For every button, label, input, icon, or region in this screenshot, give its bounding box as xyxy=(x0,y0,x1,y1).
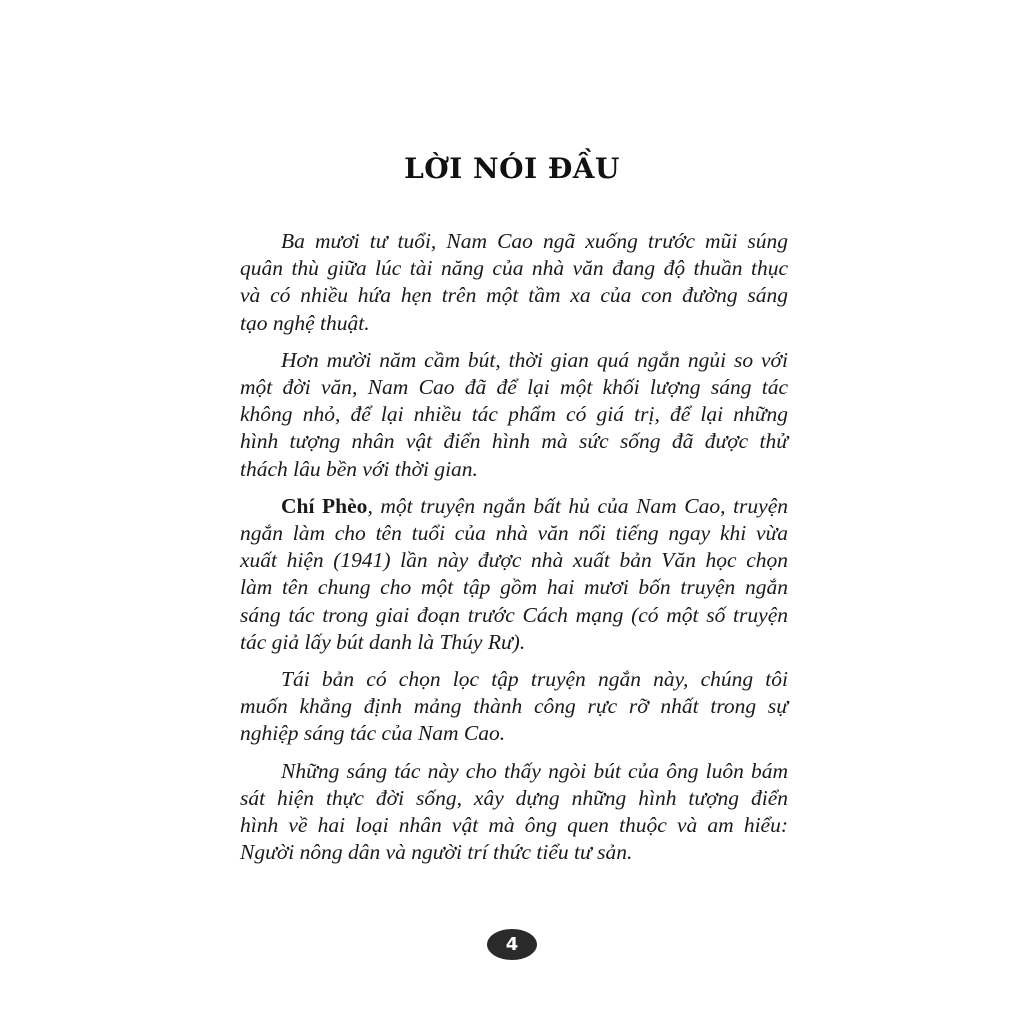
text-line xyxy=(240,493,788,520)
text-line: tạo nghệ thuật. xyxy=(240,310,370,335)
text-line: làm tên chung cho một tập gồm hai mươi bốn truyện ngắn xyxy=(240,575,788,600)
text-line: Ba mươi tư tuổi, Nam Cao ngã xuống trước mũi súng xyxy=(281,229,788,253)
text-line: quân thù giữa lúc tài năng của nhà văn đang độ thuần thục xyxy=(240,256,788,281)
paragraph-1 xyxy=(240,228,788,337)
text-line: không nhỏ, để lại nhiều tác phẩm có giá trị, để lại những xyxy=(240,402,788,427)
text-line: thách lâu bền với thời gian. xyxy=(240,456,478,481)
text-line: Tái bản có chọn lọc tập truyện ngắn này, chúng tôi xyxy=(281,667,788,692)
text-line: muốn khẳng định mảng thành công rực rỡ nhất trong sự xyxy=(240,694,788,719)
text-line: ngắn làm cho tên tuổi của nhà văn nổi tiếng ngay khi vừa xyxy=(240,521,788,546)
paragraph-3 xyxy=(240,493,788,656)
paragraph-2 xyxy=(240,347,788,483)
text-line: và có nhiều hứa hẹn trên một tầm xa của con đường sáng xyxy=(240,283,788,308)
text-line: Hơn mười năm cầm bút, thời gian quá ngắn ngủi so với xyxy=(281,347,788,372)
text-line: Người nông dân và người trí thức tiểu tư sản. xyxy=(240,840,633,865)
paragraph-5 xyxy=(240,758,788,867)
text-fragment: , một truyện ngắn bất hủ của Nam Cao, truyện xyxy=(367,493,789,518)
text-line: hình tượng nhân vật điển hình mà sức sống đã được thử xyxy=(240,429,788,454)
text-line: sáng tác trong giai đoạn trước Cách mạng (có một số truyện xyxy=(240,602,788,627)
preface-body xyxy=(240,228,788,876)
text-line: một đời văn, Nam Cao đã để lại một khối lượng sáng tác xyxy=(240,375,788,400)
page-number-badge: 4 xyxy=(487,929,537,960)
book-title-bold: Chí Phèo xyxy=(281,493,368,518)
text-line: Những sáng tác này cho thấy ngòi bút của ông luôn bám xyxy=(281,758,788,783)
page-title: LỜI NÓI ĐẦU xyxy=(404,152,620,185)
text-line: tác giả lấy bút danh là Thúy Rư). xyxy=(240,629,526,654)
paragraph-4 xyxy=(240,666,788,748)
text-line: hình về hai loại nhân vật mà ông quen thuộc và am hiểu: xyxy=(240,813,788,838)
text-line: nghiệp sáng tác của Nam Cao. xyxy=(240,721,506,746)
text-line: sát hiện thực đời sống, xây dựng những hình tượng điển xyxy=(240,785,788,810)
text-line: xuất hiện (1941) lần này được nhà xuất bản Văn học chọn xyxy=(240,548,788,573)
